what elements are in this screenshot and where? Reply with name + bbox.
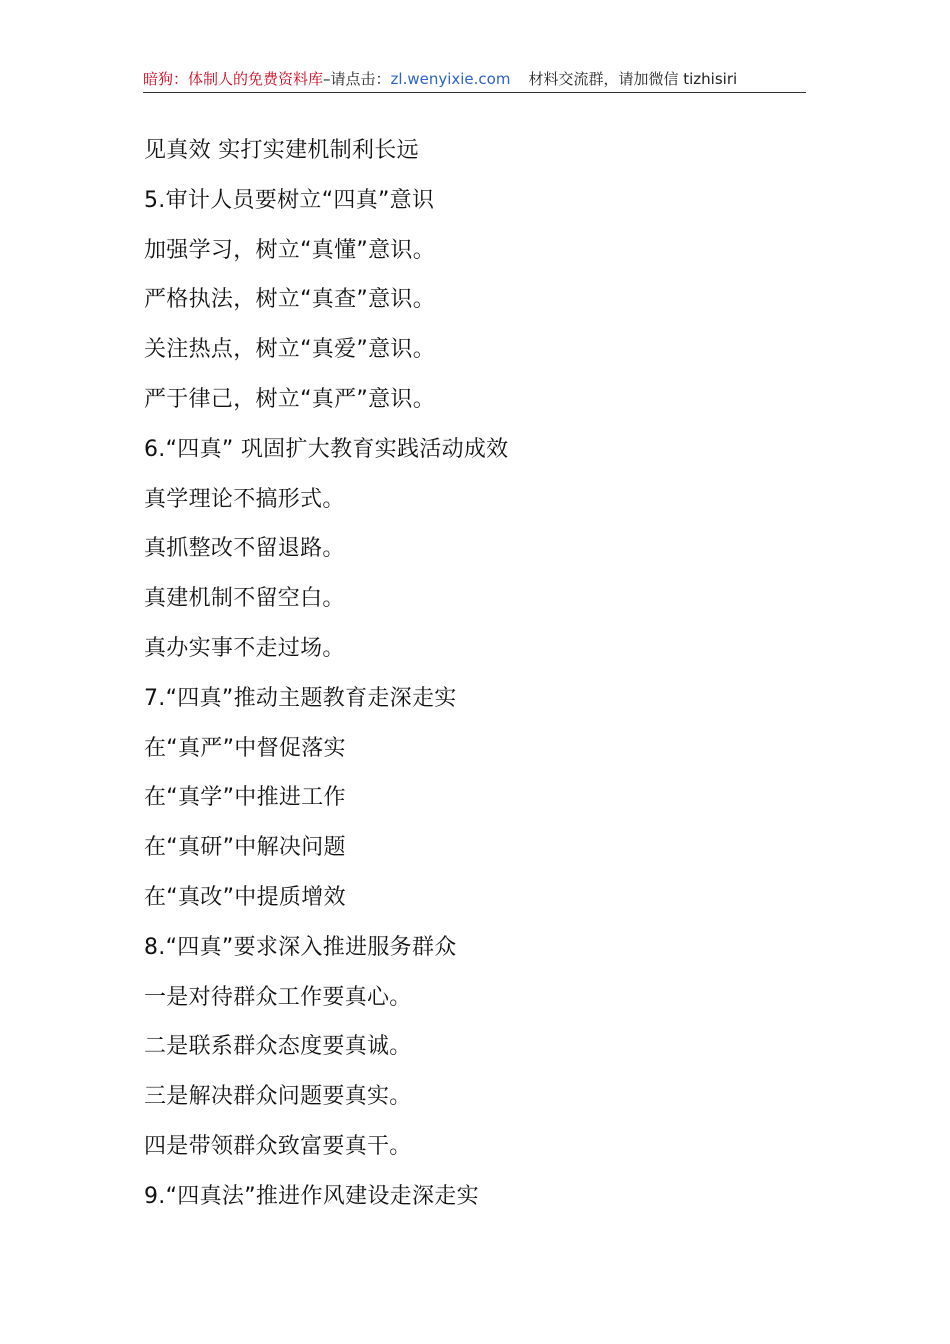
page-header [143,66,806,93]
header-prompt: –请点击： [323,70,391,88]
text-line: 加强学习，树立“真懂”意识。 [144,237,435,263]
text-line: 一是对待群众工作要真心。 [144,984,412,1010]
section-heading-9: 9.“四真法”推进作风建设走深走实 [144,1183,479,1209]
text-line: 见真效 实打实建机制利长远 [144,138,419,163]
section-heading-6: 6.“四真” 巩固扩大教育实践活动成效 [144,436,509,462]
text-line: 在“真学”中推进工作 [144,785,346,811]
text-line: 真办实事不走过场。 [144,635,345,661]
text-line: 严格执法，树立“真查”意识。 [144,287,435,313]
section-heading-5: 5.审计人员要树立“四真”意识 [144,187,435,213]
text-line: 严于律己，树立“真严”意识。 [144,386,435,412]
header-url-link[interactable]: zl.wenyixie.com [390,70,511,88]
text-line: 二是联系群众态度要真诚。 [144,1034,412,1060]
text-line: 三是解决群众问题要真实。 [144,1084,412,1110]
text-line: 在“真严”中督促落实 [144,735,346,761]
section-heading-7: 7.“四真”推动主题教育走深走实 [144,685,457,711]
text-line: 关注热点，树立“真爱”意识。 [144,337,435,363]
header-wechat-note: 材料交流群，请加微信 tizhisiri [528,70,738,88]
text-line: 在“真研”中解决问题 [144,835,346,861]
section-heading-8: 8.“四真”要求深入推进服务群众 [144,934,457,960]
text-line: 真抓整改不留退路。 [144,536,345,562]
text-line: 四是带领群众致富要真干。 [144,1133,412,1159]
document-body [144,126,824,1222]
text-line: 真学理论不搞形式。 [144,486,345,512]
header-site-name: 暗狗：体制人的免费资料库 [143,70,324,88]
text-line: 在“真改”中提质增效 [144,884,346,910]
text-line: 真建机制不留空白。 [144,586,345,612]
